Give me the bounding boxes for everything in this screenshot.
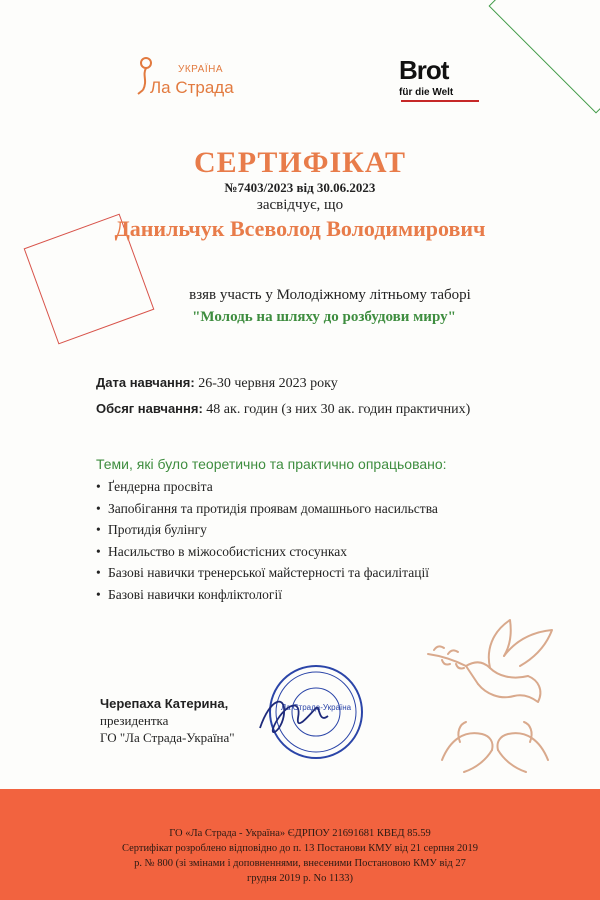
training-volume: [96, 401, 470, 418]
la-strada-name: Ла Страда: [150, 78, 234, 97]
certificate-number: №7403/2023 від 30.06.2023: [224, 180, 376, 195]
list-item: [96, 562, 438, 584]
training-volume-value: 48 ак. годин (з них 30 ак. годин практичних): [202, 402, 471, 417]
brot-fur-die-welt-logo: [399, 55, 489, 99]
green-frame-decoration: [489, 0, 600, 113]
participation-text: взяв участь у Молодіжному літньому таборі: [189, 287, 471, 303]
certifies-text: засвідчує, що: [256, 197, 344, 213]
topic-text: Насильство в міжособистісних стосунках: [108, 543, 347, 559]
footer-legal-line-2: р. № 800 (зі змінами і доповненнями, внесеними Постановою КМУ від 27: [134, 858, 466, 869]
brot-tagline: für die Welt: [399, 87, 454, 98]
topic-text: Запобігання та протидія проявам домашнього насильства: [108, 500, 438, 516]
footer-legal-line-1: Сертифікат розроблено відповідно до п. 13 Постанови КМУ від 21 серпня 2019: [122, 843, 478, 854]
topic-text: Протидія булінгу: [108, 522, 207, 537]
bullet-icon: •: [96, 479, 101, 494]
signer-name: Черепаха Катерина,: [100, 696, 229, 711]
la-strada-country: УКРАЇНА: [178, 64, 224, 75]
training-dates-value: 26-30 червня 2023 року: [194, 376, 338, 391]
bullet-icon: •: [96, 565, 101, 580]
signer-role: президентка: [100, 713, 169, 728]
topics-list: [96, 476, 438, 605]
list-item: [96, 498, 438, 520]
list-item: [96, 541, 438, 563]
topic-text: Ґендерна просвіта: [108, 479, 213, 494]
footer-org-info: ГО «Ла Страда - Україна» ЄДРПОУ 21691681 КВЕД 85.59: [169, 828, 431, 839]
list-item: [96, 519, 438, 541]
topic-text: Базові навички конфліктології: [108, 586, 282, 602]
bullet-icon: •: [96, 522, 101, 537]
list-item: [96, 476, 438, 498]
camp-name: "Молодь на шляху до розбудови миру": [192, 309, 456, 325]
organization-stamp: [256, 658, 368, 770]
bullet-icon: •: [96, 586, 101, 602]
bullet-icon: •: [96, 500, 101, 516]
footer-legal-line-3: грудня 2019 р. No 1133): [246, 873, 354, 884]
training-dates: [96, 375, 338, 392]
recipient-name: Данильчук Всеволод Володимирович: [114, 216, 486, 241]
list-item: [96, 584, 438, 606]
topic-text: Базові навички тренерської майстерності та фасилітації: [108, 565, 429, 580]
dove-hands-illustration: [420, 610, 570, 780]
training-volume-label: Обсяг навчання:: [96, 401, 203, 416]
la-strada-logo: [134, 52, 244, 102]
certificate-title: СЕРТИФІКАТ: [194, 146, 406, 179]
bullet-icon: •: [96, 543, 101, 559]
brot-word: Brot: [399, 55, 449, 85]
training-dates-label: Дата навчання:: [96, 375, 195, 390]
footer-bar: [0, 789, 600, 900]
topics-heading: Теми, які було теоретично та практично опрацьовано:: [96, 456, 447, 472]
signer-organization: ГО "Ла Страда-Україна": [100, 730, 235, 745]
stamp-text: Ла Страда-Україна: [280, 703, 352, 712]
brot-red-bar: [401, 100, 479, 102]
